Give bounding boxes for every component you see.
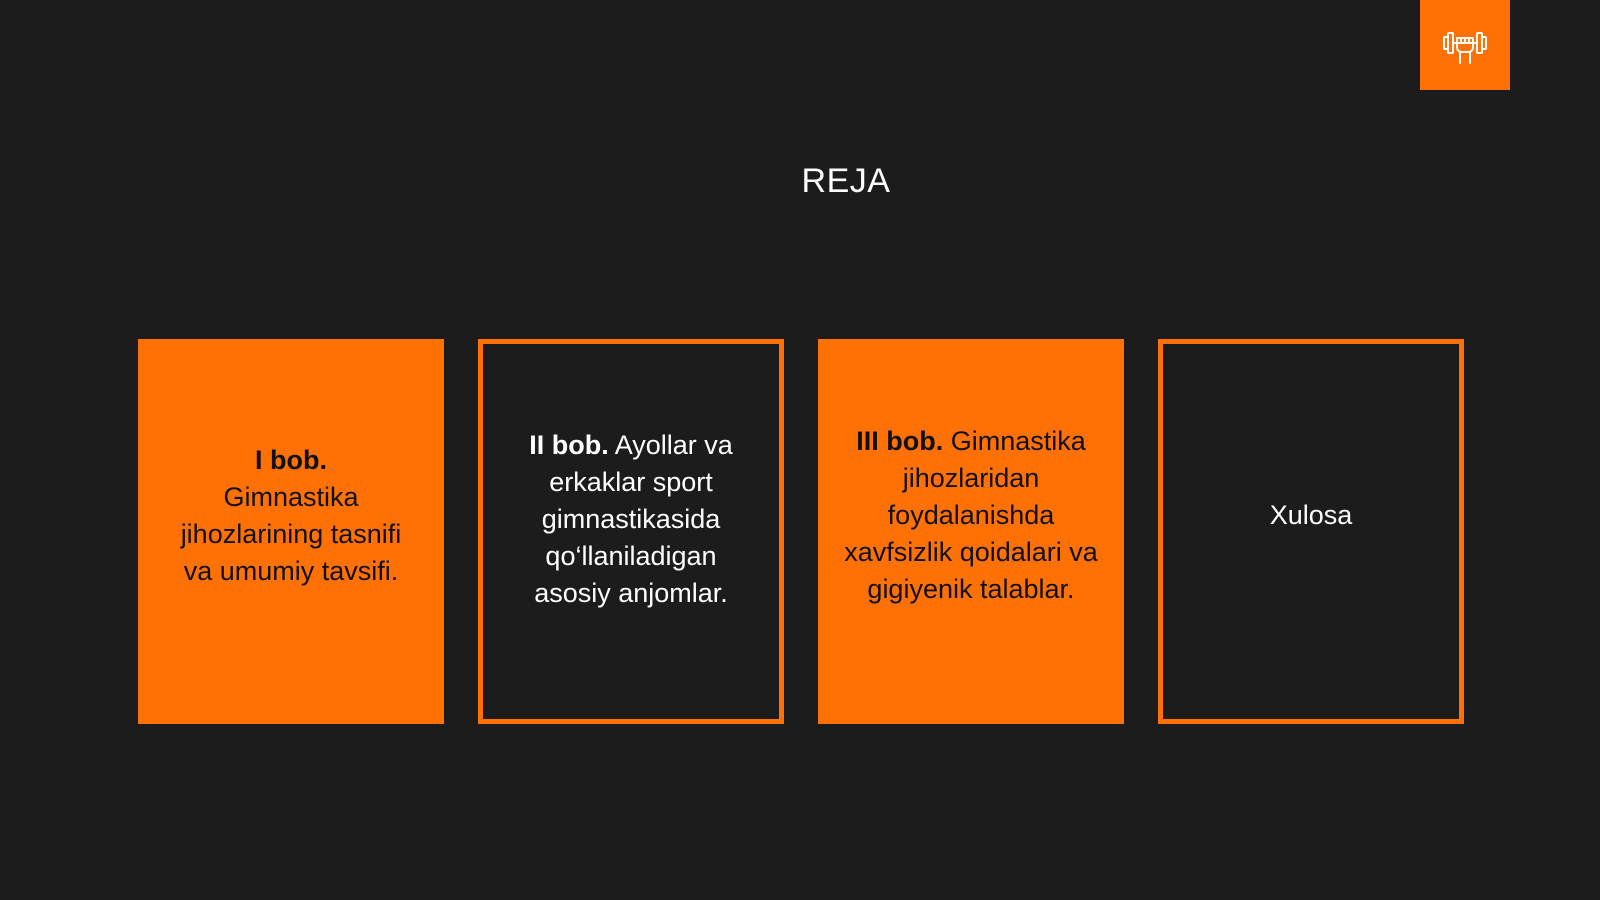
plan-card-chapter-3: [818, 339, 1124, 724]
card-label: II bob.: [529, 430, 609, 460]
card-label: III bob.: [856, 426, 944, 456]
plan-card-chapter-2: [478, 339, 784, 724]
plan-card-conclusion: [1158, 339, 1464, 724]
card-content: [164, 442, 418, 590]
card-text: Ayollar va erkaklar sport gimnastikasida qo‘llaniladigan asosiy anjomlar.: [534, 430, 733, 608]
plan-card-chapter-1: [138, 339, 444, 724]
card-label: I bob.: [255, 444, 327, 475]
card-text: Gimnastika jihozlaridan foydalanishda xavfsizlik qoidalari va gigiyenik talablar.: [844, 426, 1098, 604]
dumbbell-icon: [1442, 25, 1488, 65]
card-content: [844, 423, 1098, 608]
slide-title: REJA: [801, 162, 891, 200]
card-content: [1270, 497, 1353, 534]
icon-badge: [1420, 0, 1510, 90]
card-text: Gimnastika jihozlarining tasnifi va umumiy tavsifi.: [180, 481, 402, 586]
card-text: Xulosa: [1269, 500, 1353, 530]
card-content: [509, 427, 753, 612]
